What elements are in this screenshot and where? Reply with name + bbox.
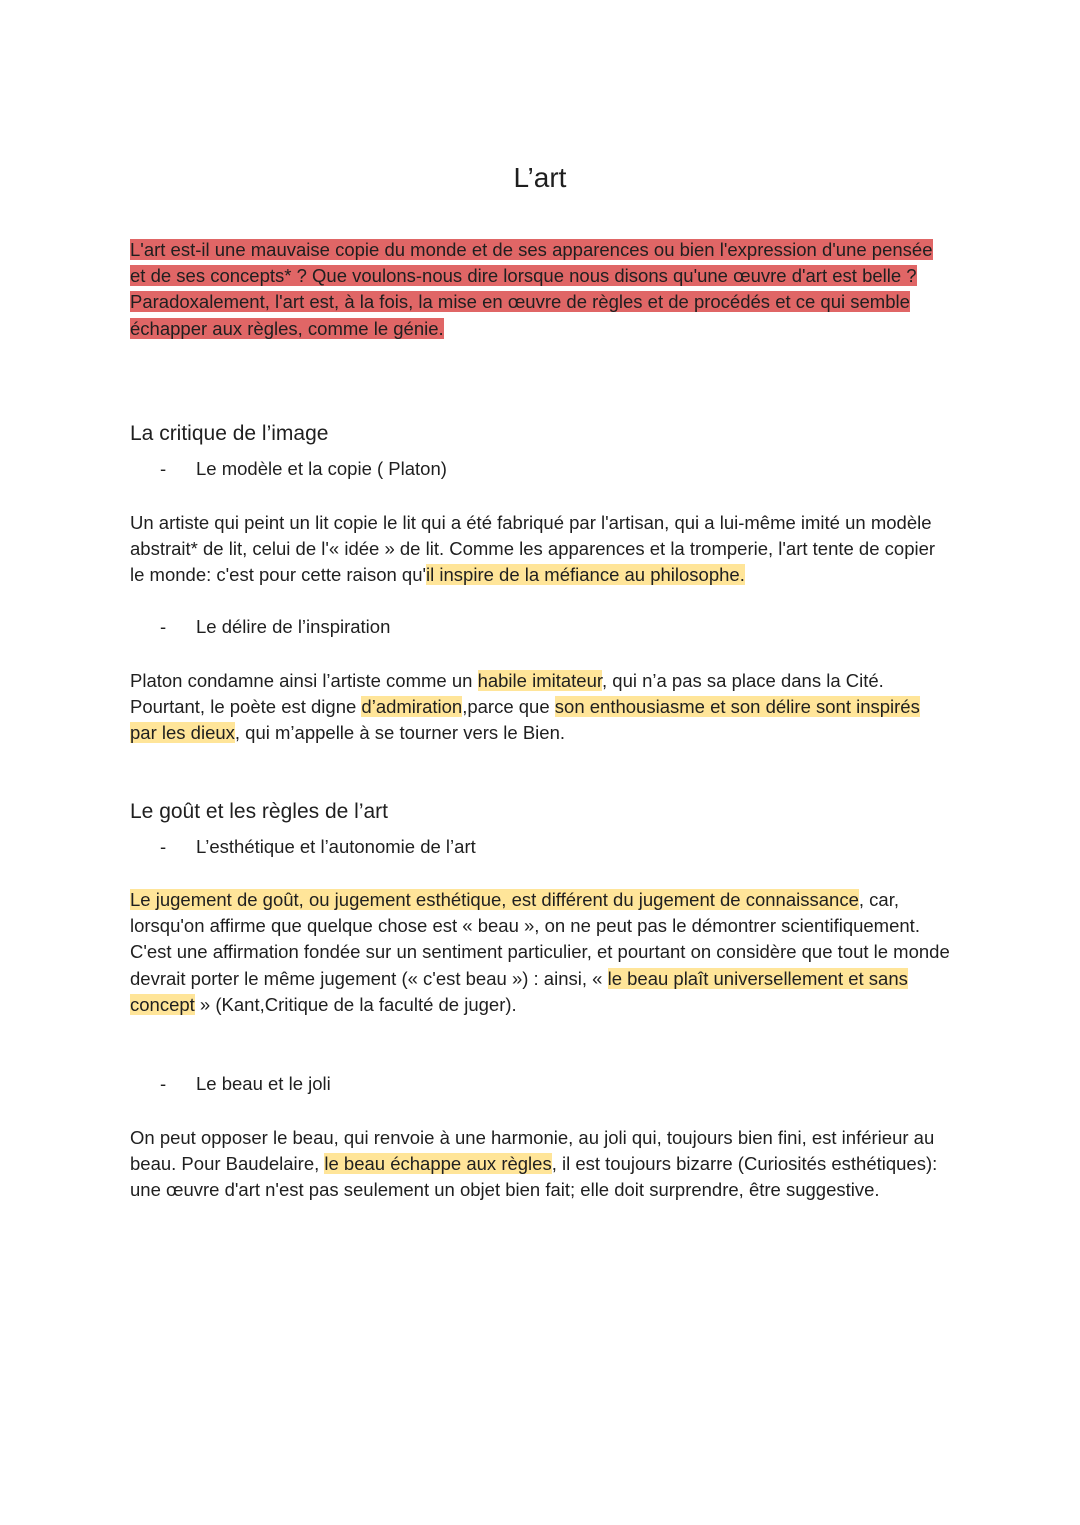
dash-icon: -: [160, 458, 167, 479]
yellow-highlight: Le jugement de goût, ou jugement esthétique, est différent du jugement de connaissance: [130, 889, 859, 910]
yellow-highlight: le beau plaît universellement et sans concept: [130, 967, 908, 1015]
text-run: ,parce que: [462, 696, 555, 718]
red-highlight: Paradoxalement, l'art est, à la fois, la mise en œuvre de règles et de procédés et ce qui semble échapper aux règles, comme le génie.: [130, 291, 910, 339]
text-run: , il est toujours bizarre (Curiosités esthétiques): une œuvre d'art n'est pas seulement un objet bien fait; elle doit surprendre, être suggestive.: [130, 1153, 938, 1201]
yellow-highlight: d’admiration: [361, 696, 463, 718]
paragraph: [130, 887, 950, 1018]
dash-icon: -: [160, 836, 167, 857]
text-run: On peut opposer le beau, qui renvoie à une harmonie, au joli qui, toujours bien fini, est inférieur au beau. Pour Baudelaire,: [130, 1127, 935, 1175]
text-run: Un artiste qui peint un lit copie le lit qui a été fabriqué par l'artisan, qui a lui-même imité un modèle abstrait* de lit, celui de l'« idée » de lit. Comme les apparences et la tromperie, l'art tente de copier le monde: c'est pour cette raison qu': [130, 512, 936, 586]
text-run: , qui n’a pas sa place dans la Cité. Pourtant, le poète est digne: [130, 670, 884, 718]
bullet-item: [160, 616, 390, 638]
section-heading: Le goût et les règles de l’art: [130, 800, 388, 823]
yellow-highlight: habile imitateur: [477, 670, 602, 691]
page-title: L’art: [513, 162, 567, 193]
text-run: , qui m’appelle à se tourner vers le Bien.: [234, 722, 565, 744]
text-run: Platon condamne ainsi l’artiste comme un: [130, 670, 478, 691]
section-heading: La critique de l’image: [130, 422, 329, 445]
text-run: » (Kant,Critique de la faculté de juger).: [194, 993, 517, 1015]
bullet-item: [160, 458, 447, 480]
bullet-item: [160, 836, 476, 858]
bullet-label: L’esthétique et l’autonomie de l’art: [196, 836, 476, 857]
paragraph: [130, 1125, 950, 1204]
dash-icon: -: [160, 616, 167, 637]
bullet-item: [160, 1073, 331, 1095]
yellow-highlight: le beau échappe aux règles: [324, 1153, 552, 1175]
paragraph: [130, 668, 950, 747]
yellow-highlight: il inspire de la méfiance au philosophe.: [426, 564, 745, 586]
dash-icon: -: [160, 1073, 167, 1094]
paragraph: [130, 510, 950, 589]
red-highlight: L'art est-il une mauvaise copie du monde et de ses apparences ou bien l'expression d'une pensée et de ses concepts* ? Que voulons-nous dire lorsque nous disons qu'une œuvre d'art est belle ?: [130, 239, 933, 287]
bullet-label: Le beau et le joli: [196, 1073, 331, 1094]
bullet-label: Le modèle et la copie ( Platon): [196, 458, 447, 479]
yellow-highlight: son enthousiasme et son délire sont inspirés par les dieux: [130, 696, 920, 744]
text-run: , car, lorsqu'on affirme que quelque chose est « beau », on ne peut pas le démontrer scientifiquement. C'est une affirmation fondée sur un sentiment particulier, et pourtant on considère que tout le monde devrait porter le même jugement (« c'est beau ») : ainsi, «: [130, 889, 950, 989]
bullet-label: Le délire de l’inspiration: [196, 616, 391, 637]
intro-paragraph: [130, 237, 950, 342]
